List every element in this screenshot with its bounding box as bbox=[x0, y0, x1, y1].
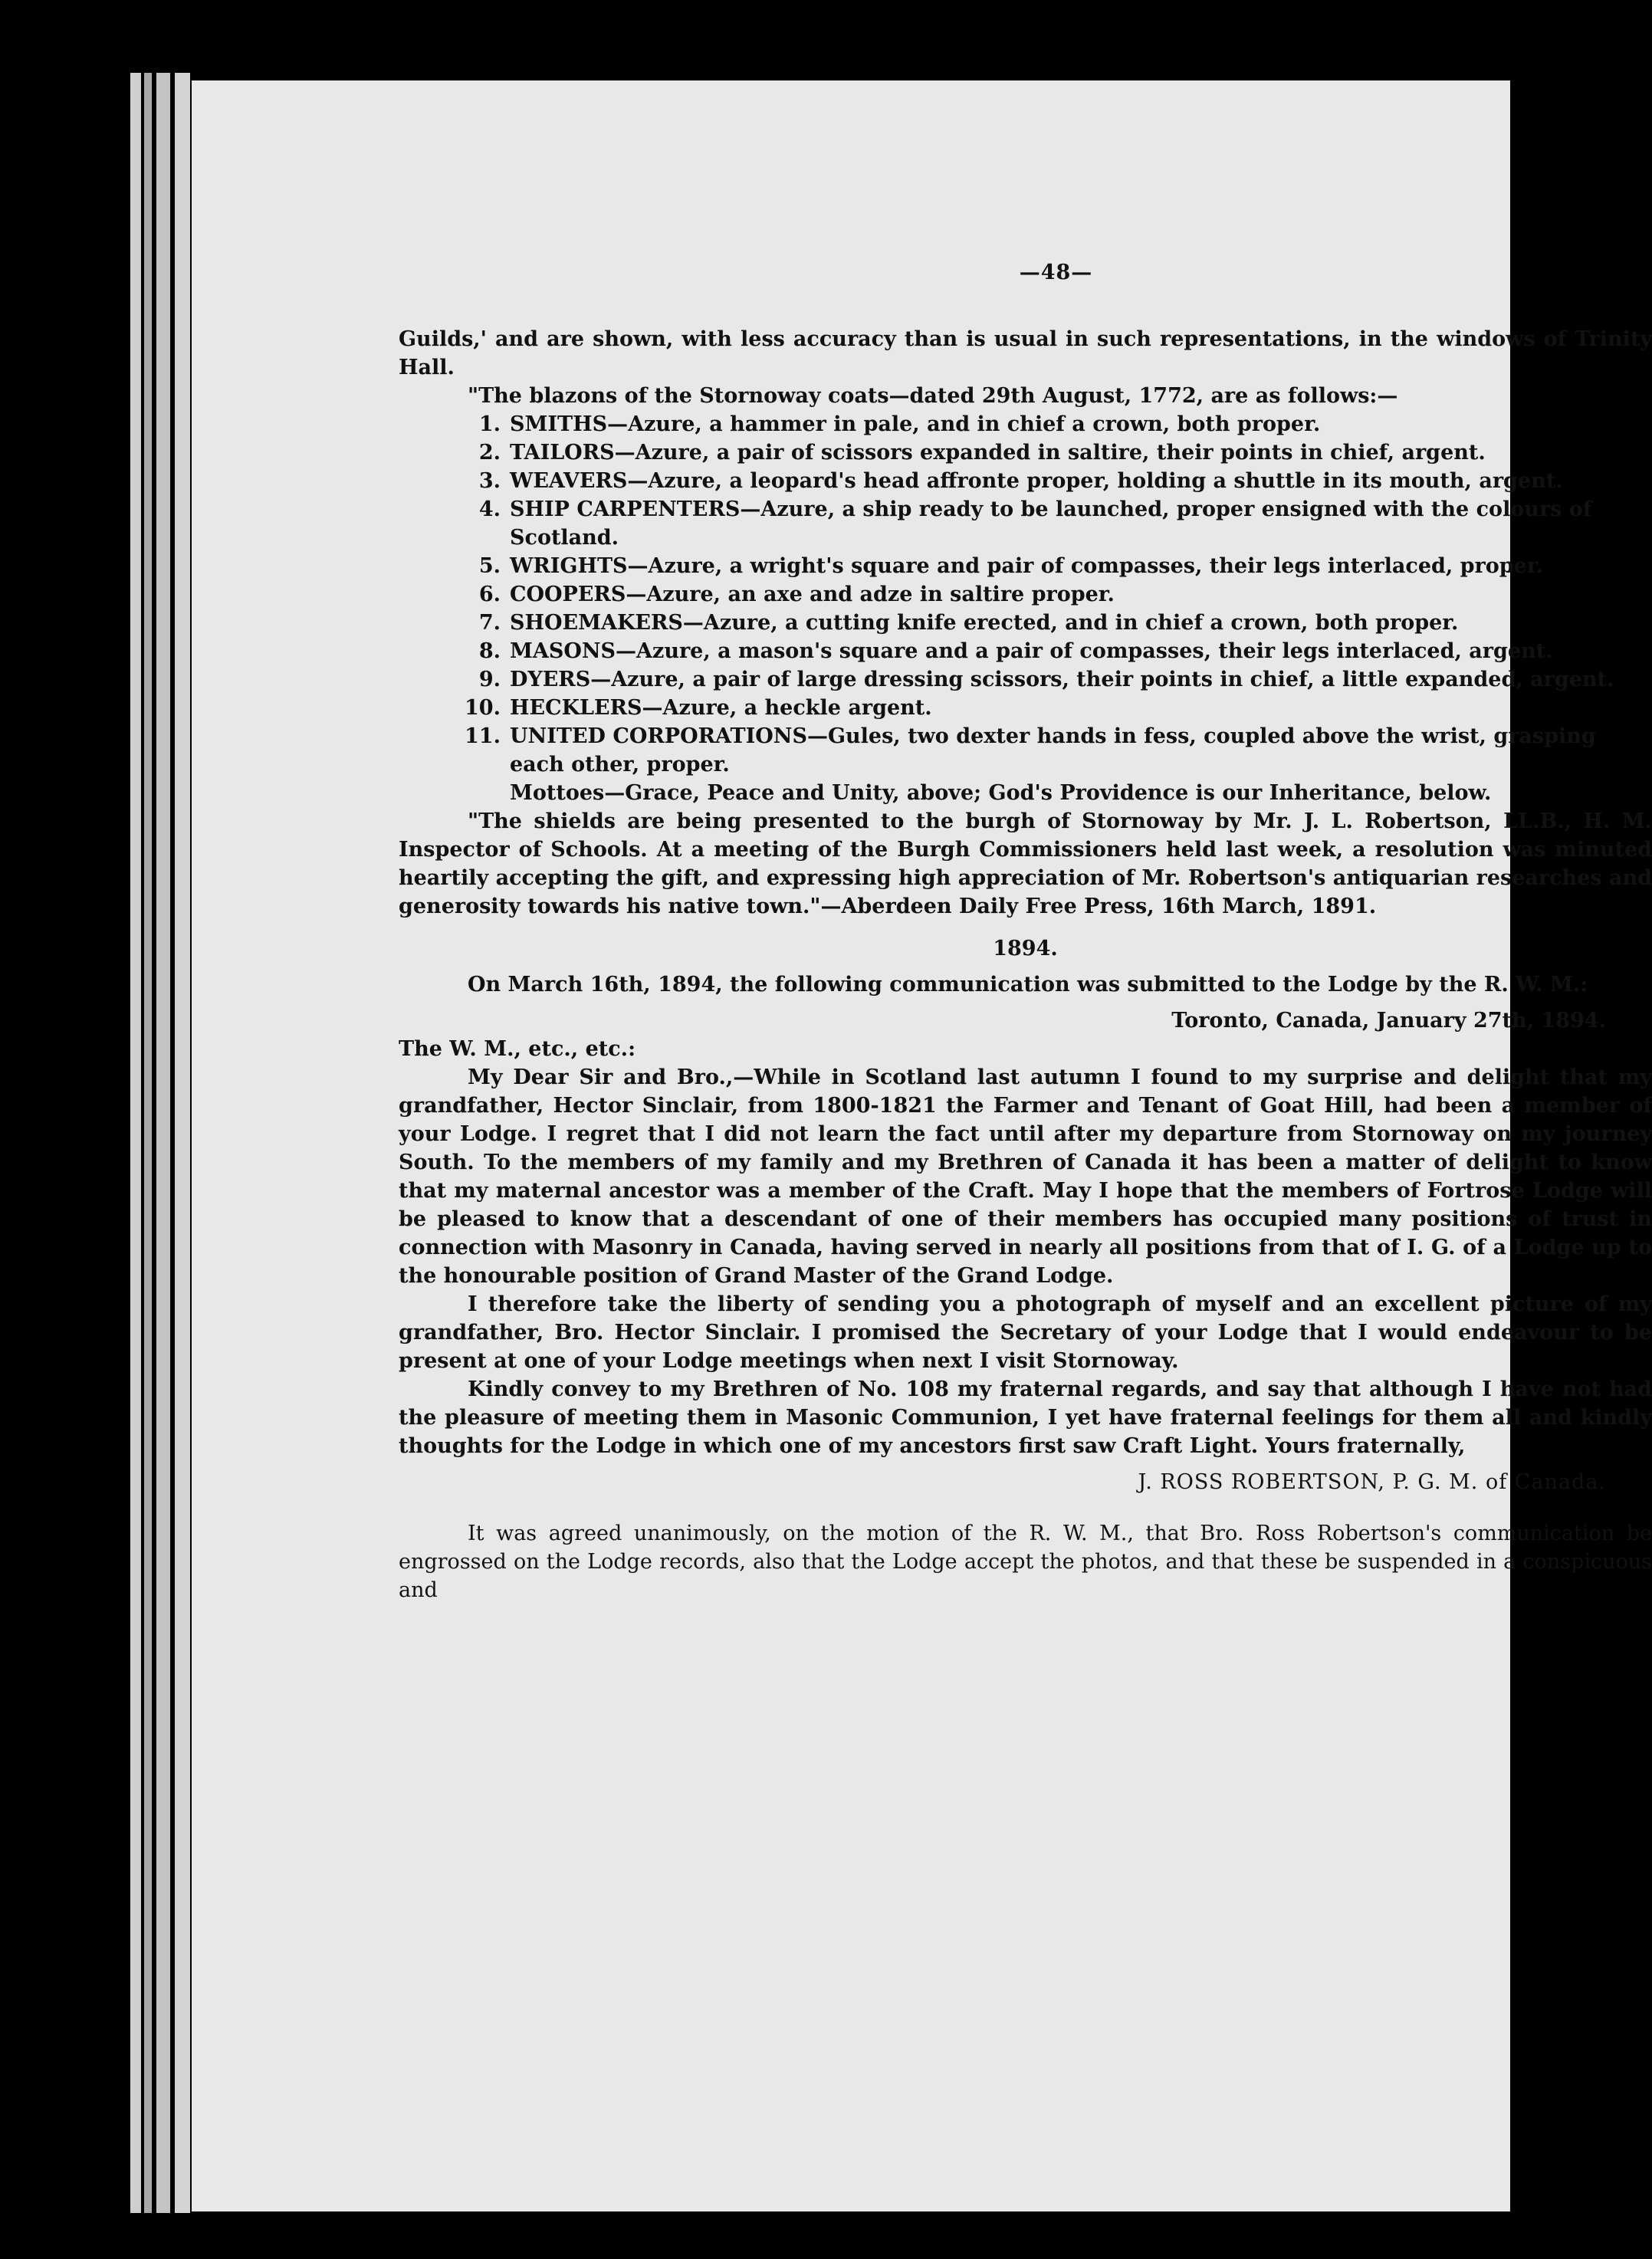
item-text: TAILORS—Azure, a pair of scissors expanded in saltire, their points in chief, argent. bbox=[510, 441, 1486, 465]
item-number: 1. bbox=[478, 412, 501, 436]
blazon-list bbox=[399, 410, 1652, 779]
letter-salutation: The W. M., etc., etc.: bbox=[399, 1037, 636, 1061]
list-item bbox=[464, 694, 1652, 722]
item-text: HECKLERS—Azure, a heckle argent. bbox=[510, 696, 932, 720]
mottoes-text: Mottoes—Grace, Peace and Unity, above; God's Providence is our Inheritance, below. bbox=[510, 781, 1492, 805]
item-text: UNITED CORPORATIONS—Gules, two dexter hands in fess, coupled above the wrist, grasping each other, proper. bbox=[510, 724, 1596, 777]
list-item bbox=[464, 410, 1652, 438]
list-item bbox=[464, 580, 1652, 609]
list-item bbox=[464, 467, 1652, 495]
item-text: DYERS—Azure, a pair of large dressing scissors, their points in chief, a little expanded, argent. bbox=[510, 668, 1614, 691]
page-content bbox=[399, 80, 1652, 1604]
shields-paragraph: "The shields are being presented to the burgh of Stornoway by Mr. J. L. Robertson, LL.B., H. M. Inspector of Schools. At a meeting of the Burgh Commissioners held last week, a resolution was minuted heartily accepting the gift, and expressing high appreciation of Mr. Robertson's antiquarian researches and generosity towards his native town."—Aberdeen Daily Free Press, 16th March, 1891. bbox=[399, 809, 1652, 918]
item-text: COOPERS—Azure, an axe and adze in saltire proper. bbox=[510, 583, 1115, 606]
letter bbox=[399, 1006, 1652, 1496]
letter-paragraph: Kindly convey to my Brethren of No. 108 my fraternal regards, and say that although I have not had the pleasure of meeting them in Masonic Communion, I yet have fraternal feelings for them all and kindly thoughts for the Lodge in which one of my ancestors first saw Craft Light. Yours fraternally, bbox=[399, 1377, 1652, 1458]
list-item bbox=[464, 637, 1652, 665]
page-number: —48— bbox=[1019, 261, 1093, 284]
item-text: WEAVERS—Azure, a leopard's head affronte proper, holding a shuttle in its mouth, argent. bbox=[510, 469, 1563, 493]
list-item bbox=[464, 495, 1652, 552]
list-item bbox=[464, 722, 1652, 779]
intro-paragraph: Guilds,' and are shown, with less accuracy than is usual in such representations, in the windows of Trinity Hall. bbox=[399, 327, 1652, 379]
item-number: 5. bbox=[478, 554, 501, 578]
list-item bbox=[464, 438, 1652, 467]
letter-paragraph: I therefore take the liberty of sending you a photograph of myself and an excellent picture of my grandfather, Bro. Hector Sinclair. I promised the Secretary of your Lodge that I would endeavour to be present at one of your Lodge meetings when next I visit Stornoway. bbox=[399, 1292, 1652, 1373]
list-item bbox=[464, 552, 1652, 580]
letter-signature: J. ROSS ROBERTSON, P. G. M. of Canada. bbox=[1138, 1470, 1606, 1494]
book-edge bbox=[175, 73, 190, 2213]
book-page bbox=[192, 80, 1652, 2211]
item-number: 10. bbox=[465, 696, 501, 720]
closing-paragraph: It was agreed unanimously, on the motion of the R. W. M., that Bro. Ross Robertson's communication be engrossed on the Lodge records, also that the Lodge accept the photos, and that these be suspended in a conspicuous and bbox=[399, 1522, 1652, 1602]
list-item bbox=[464, 665, 1652, 694]
item-text: WRIGHTS—Azure, a wright's square and pair of compasses, their legs interlaced, proper. bbox=[510, 554, 1543, 578]
item-text: SMITHS—Azure, a hammer in pale, and in chief a crown, both proper. bbox=[510, 412, 1321, 436]
item-number: 2. bbox=[478, 441, 501, 465]
book-edge bbox=[144, 73, 152, 2213]
item-number: 6. bbox=[478, 583, 501, 606]
item-number: 3. bbox=[478, 469, 501, 493]
item-number: 9. bbox=[478, 668, 501, 691]
letter-place-date: Toronto, Canada, January 27th, 1894. bbox=[1171, 1009, 1606, 1033]
intro-paragraph: "The blazons of the Stornoway coats—dated 29th August, 1772, are as follows:— bbox=[468, 384, 1398, 408]
letter-paragraph: My Dear Sir and Bro.,—While in Scotland last autumn I found to my surprise and delight that my grandfather, Hector Sinclair, from 1800-1821 the Farmer and Tenant of Goat Hill, had been a member of your Lodge. I regret that I did not learn the fact until after my departure from Stornoway on my journey South. To the members of my family and my Brethren of Canada it has been a matter of delight to know that my maternal ancestor was a member of the Craft. May I hope that the members of Fortrose Lodge will be pleased to know that a descendant of one of their members has occupied many positions of trust in connection with Masonry in Canada, having served in nearly all positions from that of I. G. of a Lodge up to the honourable position of Grand Master of the Grand Lodge. bbox=[399, 1065, 1652, 1288]
list-item bbox=[464, 609, 1652, 637]
item-text: SHOEMAKERS—Azure, a cutting knife erected, and in chief a crown, both proper. bbox=[510, 611, 1459, 635]
item-text: SHIP CARPENTERS—Azure, a ship ready to be launched, proper ensigned with the colours of Scotland. bbox=[510, 497, 1592, 550]
item-number: 7. bbox=[478, 611, 501, 635]
item-number: 11. bbox=[465, 724, 501, 748]
item-number: 8. bbox=[478, 639, 501, 663]
year-heading: 1894. bbox=[993, 937, 1058, 960]
book-edge bbox=[130, 73, 141, 2213]
book-edge bbox=[156, 73, 170, 2213]
item-number: 4. bbox=[478, 497, 501, 521]
communication-intro: On March 16th, 1894, the following communication was submitted to the Lodge by the R. W. M.: bbox=[468, 973, 1588, 997]
item-text: MASONS—Azure, a mason's square and a pair of compasses, their legs interlaced, argent. bbox=[510, 639, 1553, 663]
